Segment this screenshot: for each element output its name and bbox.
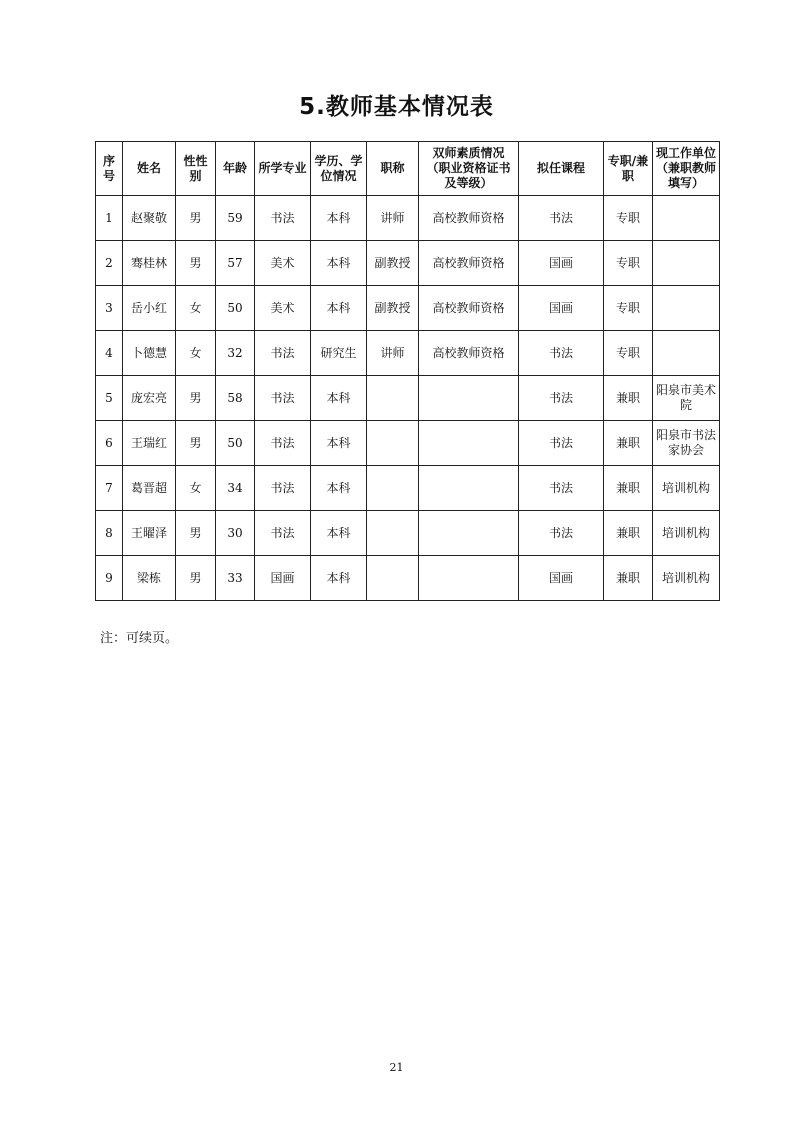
page-number: 21 [389,1061,404,1074]
table-cell: 岳小红 [123,286,176,331]
table-cell [653,241,720,286]
table-cell: 30 [216,511,255,556]
table-cell: 国画 [519,241,604,286]
table-row [96,376,720,421]
table-cell: 本科 [311,196,367,241]
table-cell: 骞桂林 [123,241,176,286]
table-cell: 本科 [311,376,367,421]
table-row [96,331,720,376]
table-cell: 50 [216,286,255,331]
table-cell: 兼职 [604,421,653,466]
table-cell: 专职 [604,331,653,376]
table-cell: 阳泉市美术院 [653,376,720,421]
table-cell [653,286,720,331]
table-cell: 高校教师资格 [419,196,519,241]
column-header: 学历、学位情况 [311,142,367,196]
table-cell: 书法 [255,511,311,556]
table-cell: 本科 [311,466,367,511]
table-cell: 高校教师资格 [419,331,519,376]
table-cell: 兼职 [604,511,653,556]
table-cell: 培训机构 [653,511,720,556]
table-cell: 男 [176,196,216,241]
column-header: 拟任课程 [519,142,604,196]
table-cell: 男 [176,376,216,421]
table-cell [419,376,519,421]
table-cell: 国画 [255,556,311,601]
table-cell: 书法 [255,421,311,466]
table-cell [367,556,419,601]
table-cell [419,511,519,556]
column-header: 序号 [96,142,123,196]
table-cell: 卜德慧 [123,331,176,376]
table-cell: 国画 [519,556,604,601]
table-row [96,556,720,601]
table-cell: 9 [96,556,123,601]
table-cell: 兼职 [604,376,653,421]
column-header: 性性别 [176,142,216,196]
column-header: 现工作单位（兼职教师填写） [653,142,720,196]
table-cell: 赵聚敬 [123,196,176,241]
table-cell: 专职 [604,241,653,286]
footnote: 注：可续页。 [100,631,179,646]
table-cell [367,421,419,466]
table-cell: 书法 [519,421,604,466]
teacher-info-table [95,141,720,601]
table-cell: 男 [176,241,216,286]
table-cell: 本科 [311,511,367,556]
table-row [96,466,720,511]
table-cell: 葛晋超 [123,466,176,511]
table-cell: 王曜泽 [123,511,176,556]
table-cell: 7 [96,466,123,511]
table-cell: 女 [176,331,216,376]
table-cell [419,466,519,511]
table-cell: 57 [216,241,255,286]
table-cell: 书法 [255,331,311,376]
table-cell: 6 [96,421,123,466]
table-cell: 阳泉市书法家协会 [653,421,720,466]
table-cell [367,466,419,511]
table-cell: 书法 [519,466,604,511]
table-cell: 58 [216,376,255,421]
table-cell: 美术 [255,286,311,331]
table-cell: 培训机构 [653,466,720,511]
column-header: 所学专业 [255,142,311,196]
table-cell: 培训机构 [653,556,720,601]
table-cell: 男 [176,421,216,466]
table-cell: 书法 [519,196,604,241]
table-cell: 研究生 [311,331,367,376]
table-cell: 34 [216,466,255,511]
table-cell: 59 [216,196,255,241]
table-cell: 书法 [519,376,604,421]
table-cell: 高校教师资格 [419,241,519,286]
table-cell: 4 [96,331,123,376]
table-cell: 男 [176,511,216,556]
table-cell [367,511,419,556]
table-cell: 3 [96,286,123,331]
table-cell: 高校教师资格 [419,286,519,331]
table-cell: 专职 [604,286,653,331]
table-cell: 32 [216,331,255,376]
table-cell [653,196,720,241]
table-row [96,421,720,466]
table-cell: 女 [176,466,216,511]
table-cell [653,331,720,376]
table-body [96,196,720,601]
table-cell: 本科 [311,556,367,601]
table-cell: 庞宏亮 [123,376,176,421]
column-header: 职称 [367,142,419,196]
table-row [96,286,720,331]
table-cell: 书法 [255,196,311,241]
table-cell [419,556,519,601]
table-cell [419,421,519,466]
table-cell: 王瑞红 [123,421,176,466]
table-cell: 讲师 [367,196,419,241]
table-cell [367,376,419,421]
column-header: 年龄 [216,142,255,196]
table-row [96,511,720,556]
table-cell: 国画 [519,286,604,331]
table-cell: 梁栋 [123,556,176,601]
table-cell: 1 [96,196,123,241]
table-cell: 讲师 [367,331,419,376]
table-cell: 女 [176,286,216,331]
table-cell: 50 [216,421,255,466]
table-cell: 5 [96,376,123,421]
column-header: 双师素质情况（职业资格证书及等级） [419,142,519,196]
table-cell: 书法 [519,331,604,376]
table-cell: 书法 [255,466,311,511]
column-header: 姓名 [123,142,176,196]
table-row [96,241,720,286]
table-cell: 专职 [604,196,653,241]
column-header: 专职/兼职 [604,142,653,196]
table-cell: 男 [176,556,216,601]
table-cell: 33 [216,556,255,601]
table-header-row [96,142,720,196]
table-cell: 本科 [311,286,367,331]
table-cell: 兼职 [604,556,653,601]
table-cell: 2 [96,241,123,286]
table-cell: 美术 [255,241,311,286]
table-row [96,196,720,241]
table-cell: 书法 [255,376,311,421]
table-cell: 本科 [311,421,367,466]
page-title: 5.教师基本情况表 [299,94,494,120]
table-cell: 兼职 [604,466,653,511]
table-cell: 副教授 [367,241,419,286]
table-cell: 8 [96,511,123,556]
table-cell: 书法 [519,511,604,556]
table-cell: 副教授 [367,286,419,331]
table-cell: 本科 [311,241,367,286]
